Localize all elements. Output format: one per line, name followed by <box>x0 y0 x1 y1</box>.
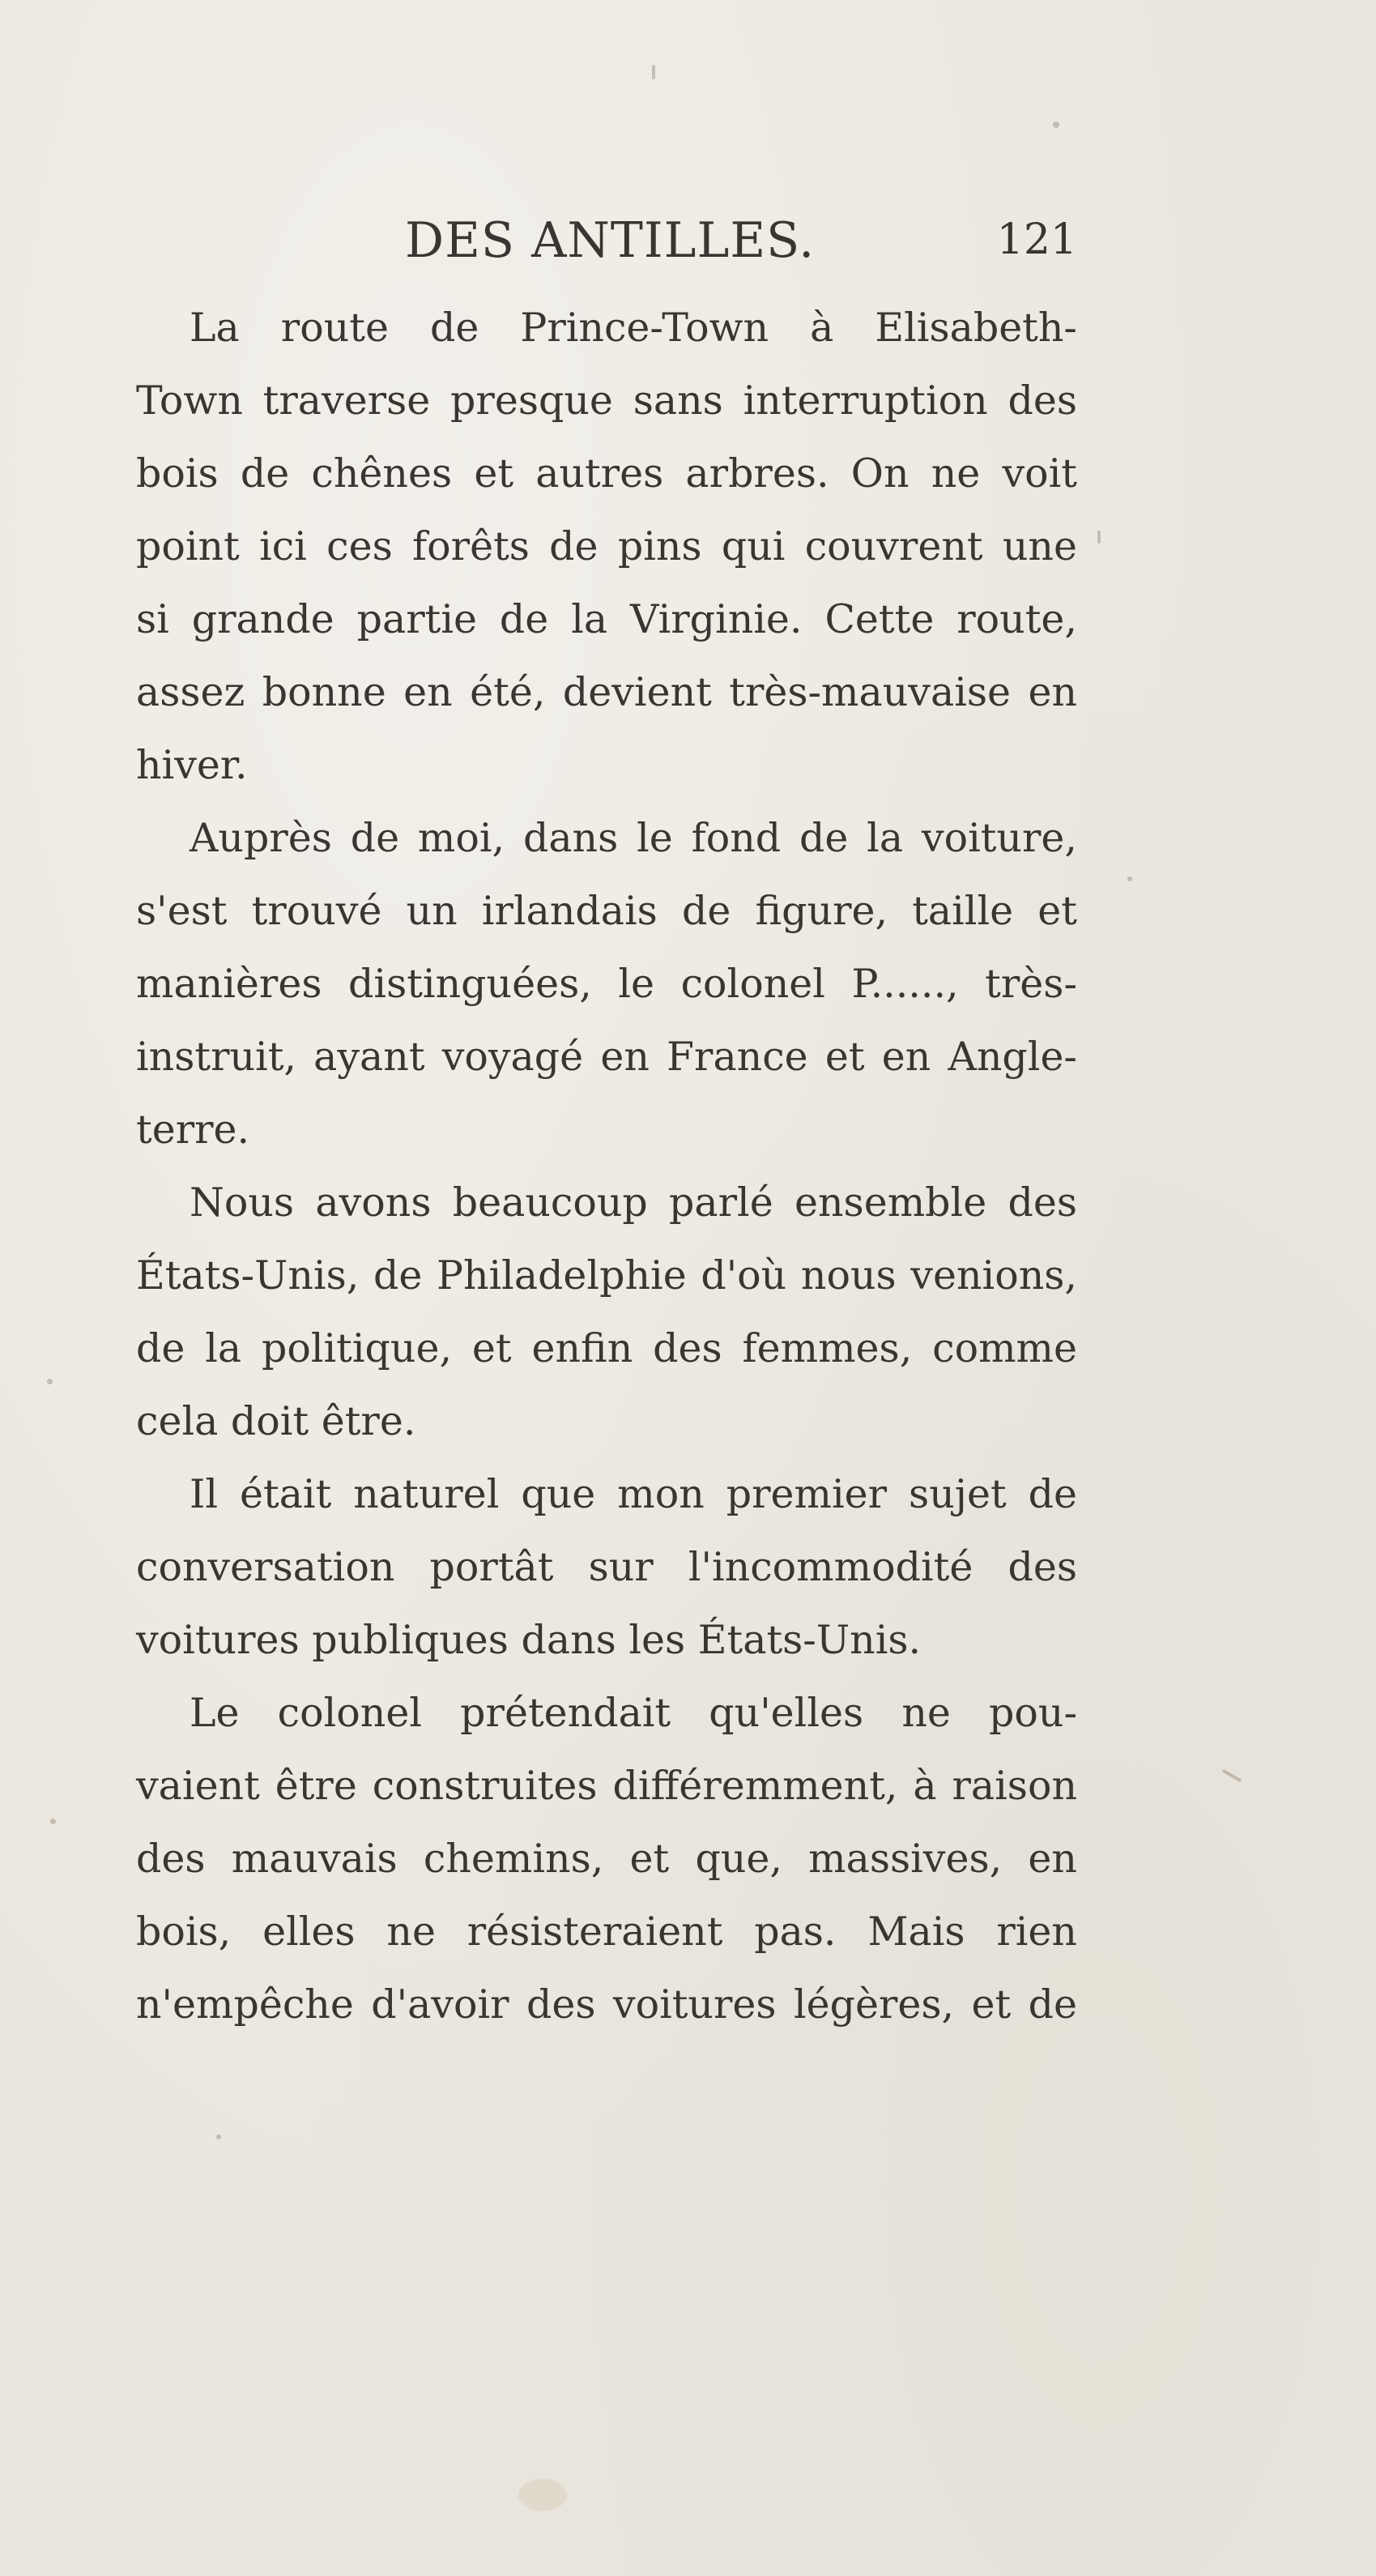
text-line: Le colonel prétendait qu'elles ne pou- <box>190 1690 1077 1736</box>
page-number: 121 <box>996 215 1077 264</box>
paper-speck <box>216 2135 221 2139</box>
text-line: Nous avons beaucoup parlé ensemble des <box>190 1179 1077 1226</box>
body-text <box>136 292 1077 2041</box>
text-line: assez bonne en été, devient très-mauvaise en <box>136 669 1077 715</box>
paper-speck <box>518 2479 567 2511</box>
paper-speck <box>1127 876 1132 881</box>
text-line: point ici ces forêts de pins qui couvrent une <box>136 523 1077 569</box>
text-line: bois, elles ne résisteraient pas. Mais rien <box>136 1909 1077 1955</box>
text-line: de la politique, et enfin des femmes, comme <box>136 1325 1077 1371</box>
text-line: Town traverse presque sans interruption des <box>136 377 1077 424</box>
paragraph <box>136 1166 1077 1458</box>
text-line: si grande partie de la Virginie. Cette route, <box>136 596 1077 642</box>
text-line: cela doit être. <box>136 1398 416 1444</box>
text-line: Il était naturel que mon premier sujet de <box>190 1471 1077 1517</box>
paper-speck <box>47 1379 53 1384</box>
running-head: DES ANTILLES. <box>405 212 816 269</box>
text-line: hiver. <box>136 742 248 788</box>
text-line: bois de chênes et autres arbres. On ne voit <box>136 450 1077 497</box>
text-line: s'est trouvé un irlandais de figure, taille et <box>136 888 1077 934</box>
paragraph <box>136 292 1077 802</box>
text-line: États-Unis, de Philadelphie d'où nous venions, <box>136 1252 1077 1299</box>
paper-speck <box>1222 1769 1242 1782</box>
text-line: conversation portât sur l'incommodité des <box>136 1544 1077 1590</box>
paragraph <box>136 1458 1077 1677</box>
paper-speck <box>1097 531 1101 544</box>
text-line: La route de Prince-Town à Elisabeth- <box>190 305 1077 351</box>
paper-speck <box>652 65 655 79</box>
paragraph <box>136 802 1077 1166</box>
text-line: vaient être construites différemment, à raison <box>136 1763 1077 1809</box>
paper-speck <box>1053 122 1059 128</box>
text-line: voitures publiques dans les États-Unis. <box>136 1617 922 1663</box>
paper-speck <box>50 1819 56 1824</box>
text-line: instruit, ayant voyagé en France et en Angle- <box>136 1034 1077 1080</box>
text-line: terre. <box>136 1107 250 1153</box>
page-header <box>405 212 1077 285</box>
text-line: Auprès de moi, dans le fond de la voiture, <box>190 815 1077 861</box>
text-line: n'empêche d'avoir des voitures légères, et de <box>136 1981 1077 2028</box>
text-line: des mauvais chemins, et que, massives, en <box>136 1836 1077 1882</box>
text-line: manières distinguées, le colonel P......, très- <box>136 961 1077 1007</box>
paragraph <box>136 1677 1077 2041</box>
